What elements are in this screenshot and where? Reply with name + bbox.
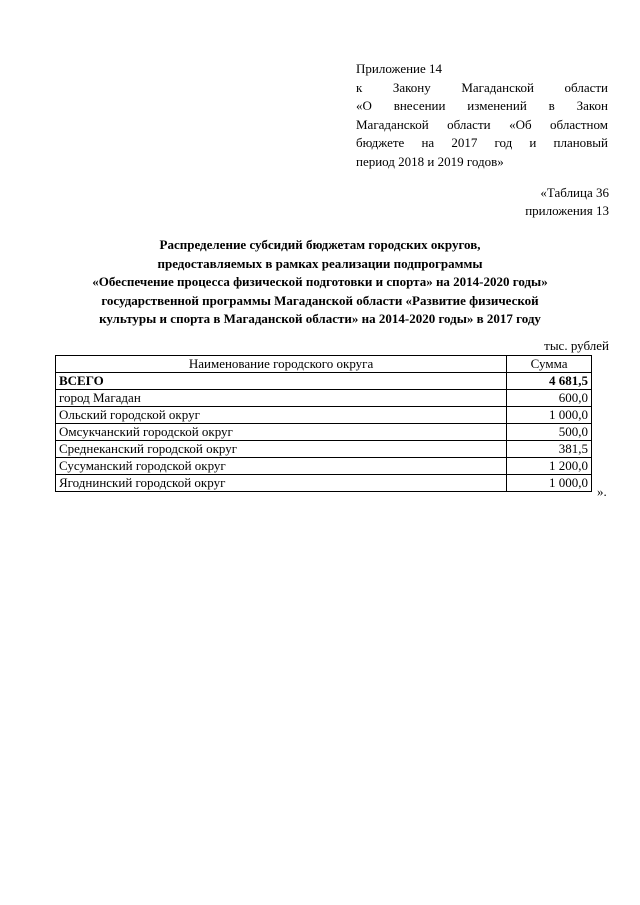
column-header-name: Наименование городского округа xyxy=(56,356,507,373)
table-row xyxy=(56,407,592,424)
table-row xyxy=(56,458,592,475)
annex-line: «О внесении изменений в Закон xyxy=(356,98,608,113)
table-ref-line: «Таблица 36 xyxy=(540,185,609,200)
column-header-sum: Сумма xyxy=(507,356,592,373)
district-name: Ольский городской округ xyxy=(56,407,507,424)
district-name: Омсукчанский городской округ xyxy=(56,424,507,441)
units-label: тыс. рублей xyxy=(544,338,609,353)
closing-quote-mark: ». xyxy=(597,484,607,499)
table-row xyxy=(56,475,592,492)
document-title xyxy=(40,236,600,329)
title-line: государственной программы Магаданской области «Развитие физической xyxy=(101,292,539,308)
annex-header xyxy=(356,60,608,171)
district-sum: 381,5 xyxy=(507,441,592,458)
table-row xyxy=(56,441,592,458)
annex-line: Магаданской области «Об областном xyxy=(356,116,608,132)
total-label: ВСЕГО xyxy=(56,373,507,390)
table-ref-line: приложения 13 xyxy=(525,203,609,218)
annex-line: бюджете на 2017 год и плановый xyxy=(356,135,608,150)
title-line: предоставляемых в рамках реализации подпрограммы xyxy=(157,255,483,271)
table-reference xyxy=(409,184,609,220)
district-sum: 500,0 xyxy=(507,424,592,441)
annex-line: период 2018 и 2019 годов» xyxy=(356,153,504,169)
district-name: Ягоднинский городской округ xyxy=(56,475,507,492)
total-sum: 4 681,5 xyxy=(507,373,592,390)
table-row xyxy=(56,390,592,407)
table-row xyxy=(56,424,592,441)
total-row xyxy=(56,373,592,390)
annex-line: Приложение 14 xyxy=(356,61,443,76)
table-header-row xyxy=(56,356,592,373)
district-sum: 600,0 xyxy=(507,390,592,407)
district-sum: 1 200,0 xyxy=(507,458,592,475)
title-line: культуры и спорта в Магаданской области» на 2014-2020 годы» в 2017 году xyxy=(99,311,541,326)
title-line: «Обеспечение процесса физической подготовки и спорта» на 2014-2020 годы» xyxy=(92,274,548,289)
title-line: Распределение субсидий бюджетам городских округов, xyxy=(159,237,481,252)
district-name: Сусуманский городской округ xyxy=(56,458,507,475)
district-name: Среднеканский городской округ xyxy=(56,441,507,458)
subsidy-table xyxy=(55,355,592,492)
district-sum: 1 000,0 xyxy=(507,475,592,492)
district-name: город Магадан xyxy=(56,390,507,407)
district-sum: 1 000,0 xyxy=(507,407,592,424)
annex-line: к Закону Магаданской области xyxy=(356,79,608,95)
